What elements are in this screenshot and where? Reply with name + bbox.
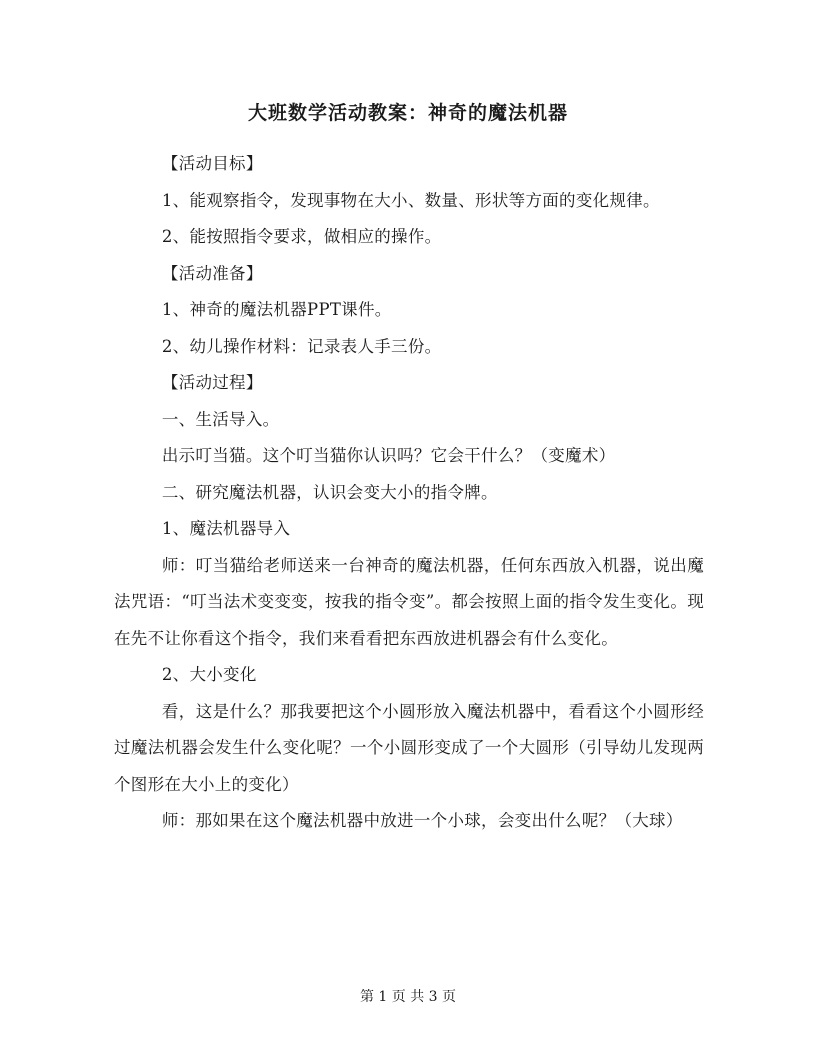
document-title: 大班数学活动教案：神奇的魔法机器 bbox=[247, 102, 568, 124]
process-paragraph: 师：那如果在这个魔法机器中放进一个小球，会变出什么呢？（大球） bbox=[161, 811, 683, 830]
process-paragraph: 师：叮当猫给老师送来一台神奇的魔法机器，任何东西放入机器，说出魔法咒语：“叮当法术变变变，按我的指令变”。都会按照上面的指令发生变化。现在先不让你看这个指令，我们来看看把东西放进机器会有什么变化。 bbox=[114, 555, 704, 648]
goal-item-2: 2、能按照指令要求，做相应的操作。 bbox=[161, 227, 442, 246]
page-footer: 第 1 页 共 3 页 bbox=[359, 989, 457, 1005]
goal-item-1: 1、能观察指令，发现事物在大小、数量、形状等方面的变化规律。 bbox=[161, 190, 660, 210]
preparation-item-2: 2、幼儿操作材料：记录表人手三份。 bbox=[161, 336, 442, 356]
process-step-1: 一、生活导入。 bbox=[161, 409, 280, 429]
process-paragraph: 看，这是什么？那我要把这个小圆形放入魔法机器中，看看这个小圆形经过魔法机器会发生什么变化呢？一个小圆形变成了一个大圆形（引导幼儿发现两个图形在大小上的变化） bbox=[114, 701, 704, 794]
process-substep-1: 1、魔法机器导入 bbox=[161, 519, 291, 538]
process-step-2: 二、研究魔法机器，认识会变大小的指令牌。 bbox=[161, 482, 498, 502]
section-heading-goals: 【活动目标】 bbox=[161, 154, 263, 173]
process-substep-2: 2、大小变化 bbox=[161, 665, 257, 684]
preparation-item-1: 1、神奇的魔法机器PPT课件。 bbox=[161, 300, 392, 319]
process-paragraph: 出示叮当猫。这个叮当猫你认识吗？它会干什么？（变魔术） bbox=[161, 446, 616, 465]
document-body bbox=[114, 146, 704, 840]
section-heading-process: 【活动过程】 bbox=[161, 373, 263, 392]
section-heading-preparation: 【活动准备】 bbox=[161, 263, 263, 283]
